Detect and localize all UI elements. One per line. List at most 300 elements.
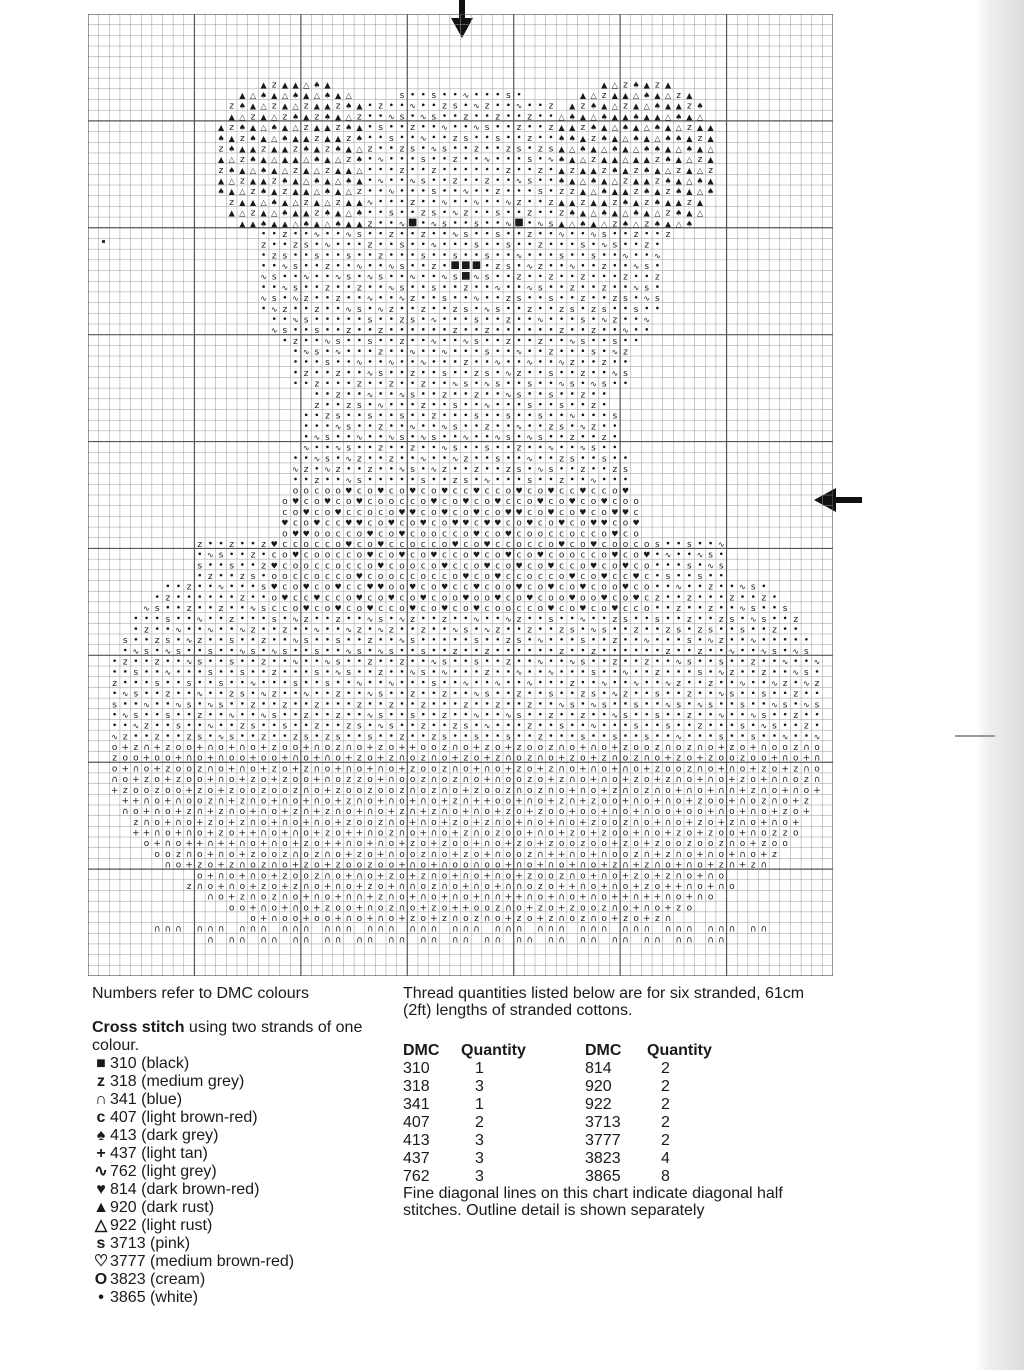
svg-text:♠: ♠ [270, 123, 278, 133]
svg-text:+: + [121, 796, 130, 807]
svg-text:z: z [665, 187, 671, 198]
svg-text:s: s [633, 700, 639, 711]
svg-text:c: c [388, 539, 394, 550]
svg-text:z: z [442, 839, 447, 850]
svg-text:▲: ▲ [313, 197, 320, 207]
svg-text:▲: ▲ [558, 123, 565, 133]
svg-text:▲: ▲ [664, 80, 672, 90]
svg-text:△: △ [686, 155, 693, 165]
svg-text:♥: ♥ [398, 529, 406, 539]
svg-text:z: z [431, 262, 437, 273]
svg-text:+: + [579, 764, 587, 775]
svg-text:∿: ∿ [419, 433, 427, 443]
svg-text:+: + [472, 817, 481, 828]
svg-text:∿: ∿ [387, 262, 395, 272]
svg-text:+: + [366, 743, 374, 754]
svg-text:▲: ▲ [335, 187, 342, 197]
svg-text:∩: ∩ [622, 935, 629, 946]
svg-text:♥: ♥ [377, 539, 385, 549]
svg-text:▲: ▲ [228, 187, 235, 197]
svg-text:▲: ▲ [601, 80, 608, 90]
svg-text:♥: ♥ [409, 604, 417, 614]
svg-text:o: o [239, 753, 246, 764]
svg-text:s: s [346, 272, 352, 283]
svg-text:o: o [292, 561, 299, 572]
svg-text:z: z [367, 144, 373, 155]
svg-text:∿: ∿ [675, 732, 683, 742]
svg-text:z: z [357, 379, 362, 390]
svg-text:z: z [655, 593, 660, 604]
svg-text:z: z [612, 315, 618, 326]
svg-text:o: o [335, 849, 341, 860]
svg-text:z: z [154, 732, 160, 743]
svg-text:+: + [515, 817, 523, 828]
legend-item-label: 762 (light grey) [110, 1163, 217, 1180]
svg-text:c: c [516, 572, 522, 583]
svg-text:∩: ∩ [239, 924, 246, 935]
svg-text:o: o [569, 604, 576, 615]
svg-text:z: z [506, 144, 511, 155]
svg-text:z: z [548, 197, 554, 208]
svg-text:o: o [537, 871, 544, 882]
svg-text:△: △ [696, 208, 704, 218]
svg-text:c: c [367, 518, 373, 529]
svg-text:z: z [325, 283, 330, 294]
svg-text:∩: ∩ [388, 849, 395, 860]
svg-text:+: + [642, 892, 651, 903]
svg-text:o: o [516, 828, 522, 839]
svg-text:s: s [506, 240, 511, 251]
svg-text:♠: ♠ [611, 144, 619, 154]
svg-text:z: z [697, 796, 703, 807]
svg-text:o: o [367, 561, 373, 572]
svg-text:s: s [357, 304, 362, 315]
svg-text:o: o [314, 881, 320, 892]
svg-text:s: s [463, 304, 469, 315]
svg-text:♠: ♠ [632, 133, 640, 143]
svg-text:▲: ▲ [324, 123, 331, 133]
svg-text:∿: ∿ [387, 283, 395, 293]
svg-text:z: z [293, 785, 298, 796]
svg-text:+: + [611, 743, 619, 754]
svg-text:∩: ∩ [579, 860, 587, 871]
svg-text:s: s [367, 336, 373, 347]
svg-text:+: + [408, 796, 417, 807]
svg-text:+: + [642, 914, 651, 925]
svg-text:o: o [537, 775, 544, 786]
svg-text:c: c [420, 486, 426, 497]
svg-text:z: z [506, 336, 511, 347]
svg-text:z: z [548, 272, 554, 283]
svg-text:s: s [740, 721, 745, 732]
svg-text:s: s [229, 657, 235, 668]
svg-text:z: z [697, 625, 703, 636]
svg-text:△: △ [292, 197, 299, 207]
svg-text:o: o [271, 785, 278, 796]
svg-text:∿: ∿ [430, 465, 438, 475]
svg-text:s: s [750, 582, 756, 593]
svg-text:♥: ♥ [632, 572, 640, 582]
svg-text:+: + [281, 828, 289, 839]
svg-text:o: o [165, 785, 171, 796]
svg-text:∿: ∿ [398, 294, 406, 304]
svg-text:♥: ♥ [462, 572, 470, 582]
svg-text:∩: ∩ [771, 796, 778, 807]
svg-text:+: + [302, 892, 310, 903]
svg-text:o: o [463, 860, 469, 871]
svg-text:z: z [516, 839, 522, 850]
svg-text:∿: ∿ [526, 262, 534, 272]
svg-text:∩: ∩ [196, 807, 204, 818]
svg-text:s: s [761, 689, 767, 700]
svg-text:+: + [781, 785, 789, 796]
svg-text:+: + [462, 903, 470, 914]
svg-text:∩: ∩ [239, 764, 246, 775]
svg-text:z: z [793, 764, 799, 775]
svg-text:∿: ∿ [387, 187, 395, 197]
svg-text:z: z [612, 614, 618, 625]
svg-text:z: z [367, 657, 373, 668]
svg-text:♥: ♥ [600, 497, 608, 507]
svg-text:z: z [516, 689, 522, 700]
svg-text:c: c [591, 529, 597, 540]
svg-text:∿: ∿ [717, 710, 725, 720]
svg-text:c: c [516, 529, 522, 540]
svg-text:∿: ∿ [483, 625, 491, 635]
svg-text:+: + [132, 775, 140, 786]
svg-text:z: z [271, 743, 277, 754]
svg-text:o: o [537, 743, 544, 754]
svg-text:∩: ∩ [632, 796, 640, 807]
svg-text:♠: ♠ [260, 219, 268, 229]
svg-text:s: s [335, 336, 341, 347]
svg-text:∩: ∩ [270, 914, 278, 925]
svg-text:o: o [335, 775, 341, 786]
svg-text:∿: ∿ [409, 668, 416, 678]
svg-text:z: z [527, 700, 533, 711]
svg-text:o: o [654, 807, 661, 818]
svg-text:z: z [261, 732, 266, 743]
svg-text:♠: ♠ [653, 197, 661, 207]
svg-text:+: + [238, 871, 247, 882]
svg-text:o: o [165, 828, 171, 839]
svg-text:+: + [291, 839, 300, 850]
svg-text:o: o [314, 860, 320, 871]
svg-text:z: z [537, 144, 543, 155]
svg-text:o: o [580, 903, 586, 914]
svg-text:c: c [271, 550, 277, 561]
svg-text:z: z [229, 689, 235, 700]
svg-text:z: z [388, 700, 394, 711]
svg-text:z: z [420, 400, 426, 411]
svg-text:z: z [580, 465, 586, 476]
svg-text:+: + [802, 807, 811, 818]
svg-text:z: z [367, 881, 373, 892]
svg-text:z: z [591, 400, 596, 411]
svg-text:▲: ▲ [271, 219, 278, 229]
svg-text:♠: ♠ [281, 208, 289, 218]
svg-text:c: c [324, 518, 330, 529]
legend-item-label: 318 (medium grey) [110, 1073, 245, 1090]
svg-text:♥: ♥ [472, 582, 481, 592]
svg-text:z: z [314, 379, 320, 390]
svg-text:∿: ∿ [409, 422, 416, 432]
svg-text:▲: ▲ [643, 112, 650, 122]
svg-text:z: z [580, 914, 586, 925]
svg-text:+: + [259, 743, 268, 754]
svg-text:+: + [653, 849, 662, 860]
svg-text:♥: ♥ [462, 593, 470, 603]
svg-text:s: s [474, 315, 479, 326]
svg-text:z: z [293, 881, 298, 892]
svg-text:s: s [197, 732, 203, 743]
svg-text:∿: ∿ [196, 614, 204, 624]
svg-text:s: s [686, 657, 692, 668]
svg-text:♥: ♥ [621, 561, 630, 571]
svg-text:∩: ∩ [153, 828, 161, 839]
svg-text:∿: ∿ [324, 657, 331, 667]
svg-text:z: z [239, 721, 245, 732]
svg-text:∿: ∿ [270, 646, 278, 656]
svg-text:z: z [335, 101, 341, 112]
svg-text:z: z [676, 91, 682, 102]
svg-text:o: o [303, 775, 309, 786]
svg-text:z: z [197, 636, 203, 647]
svg-text:∿: ∿ [175, 625, 182, 635]
thread-cell-q1: 1 [475, 1059, 484, 1077]
svg-text:z: z [655, 743, 660, 754]
svg-text:o: o [282, 572, 288, 583]
svg-text:♥: ♥ [334, 507, 342, 517]
svg-text:∩: ∩ [366, 828, 374, 839]
svg-text:∩: ∩ [143, 817, 150, 828]
svg-text:♠: ♠ [685, 144, 693, 154]
svg-text:∿: ∿ [441, 347, 448, 357]
svg-text:♥: ♥ [440, 561, 449, 571]
svg-text:z: z [569, 903, 575, 914]
svg-text:∿: ∿ [249, 604, 257, 614]
svg-text:z: z [548, 123, 554, 134]
svg-text:o: o [377, 785, 384, 796]
svg-text:z: z [335, 689, 341, 700]
svg-text:♥: ♥ [377, 486, 385, 496]
svg-text:z: z [495, 753, 501, 764]
svg-text:∿: ∿ [739, 582, 746, 592]
svg-text:∩: ∩ [505, 881, 512, 892]
svg-text:o: o [590, 593, 597, 604]
svg-text:♠: ♠ [589, 176, 598, 186]
svg-text:o: o [590, 839, 597, 850]
svg-text:+: + [440, 796, 449, 807]
svg-text:z: z [378, 101, 384, 112]
svg-text:s: s [420, 668, 426, 679]
svg-text:▲: ▲ [696, 123, 704, 133]
svg-text:s: s [378, 710, 384, 721]
svg-text:o: o [569, 550, 576, 561]
svg-text:s: s [506, 732, 511, 743]
svg-text:o: o [324, 604, 331, 615]
wave-icon: ∿ [94, 1163, 108, 1180]
svg-text:z: z [250, 208, 256, 219]
svg-text:∿: ∿ [473, 272, 480, 282]
svg-text:∩: ∩ [696, 743, 704, 754]
svg-text:c: c [516, 550, 522, 561]
svg-text:s: s [410, 390, 415, 401]
svg-text:z: z [804, 775, 809, 786]
svg-text:c: c [356, 507, 362, 518]
svg-text:s: s [474, 219, 479, 230]
svg-text:o: o [196, 828, 203, 839]
svg-text:c: c [356, 539, 362, 550]
svg-text:♠: ♠ [643, 165, 651, 175]
svg-text:+: + [696, 849, 704, 860]
svg-text:∿: ∿ [175, 700, 182, 710]
svg-text:∩: ∩ [260, 935, 267, 946]
svg-text:♠: ♠ [228, 144, 236, 154]
svg-text:o: o [441, 518, 448, 529]
svg-text:▲: ▲ [313, 219, 320, 229]
svg-text:∩: ∩ [228, 807, 235, 818]
svg-text:z: z [804, 721, 809, 732]
svg-text:+: + [642, 764, 651, 775]
svg-text:♠: ♠ [355, 155, 363, 165]
svg-text:z: z [495, 828, 501, 839]
svg-text:o: o [452, 881, 458, 892]
svg-text:▲: ▲ [686, 133, 693, 143]
svg-text:∩: ∩ [654, 860, 661, 871]
svg-text:∩: ∩ [579, 935, 587, 946]
svg-text:z: z [537, 881, 543, 892]
svg-text:+: + [579, 892, 587, 903]
svg-text:+: + [674, 807, 683, 818]
svg-text:o: o [686, 871, 693, 882]
svg-text:c: c [505, 572, 511, 583]
svg-text:o: o [175, 839, 182, 850]
svg-text:+: + [185, 860, 193, 871]
svg-text:o: o [420, 881, 427, 892]
svg-text:z: z [612, 294, 618, 305]
svg-text:▲: ▲ [303, 91, 310, 101]
svg-text:s: s [516, 144, 522, 155]
svg-text:▲: ▲ [579, 165, 586, 175]
svg-text:∩: ∩ [292, 903, 299, 914]
svg-text:o: o [271, 572, 278, 583]
svg-text:z: z [399, 336, 405, 347]
svg-text:o: o [537, 507, 544, 518]
svg-text:z: z [357, 283, 362, 294]
svg-text:o: o [548, 753, 554, 764]
svg-text:c: c [505, 518, 511, 529]
svg-text:z: z [591, 133, 596, 144]
svg-text:∩: ∩ [611, 881, 619, 892]
svg-text:z: z [782, 678, 788, 689]
svg-text:c: c [282, 507, 288, 518]
svg-text:♥: ♥ [387, 593, 395, 603]
svg-text:c: c [601, 539, 607, 550]
svg-text:♠: ♠ [355, 133, 363, 143]
svg-text:z: z [282, 229, 288, 240]
svg-text:♥: ♥ [621, 507, 630, 517]
svg-text:∩: ∩ [568, 775, 576, 786]
svg-text:o: o [494, 839, 501, 850]
svg-text:∩: ∩ [217, 924, 225, 935]
svg-text:s: s [718, 561, 724, 572]
svg-text:o: o [314, 839, 320, 850]
svg-text:♥: ♥ [323, 497, 332, 507]
svg-text:△: △ [292, 219, 299, 229]
header-quantity-2: Quantity [647, 1041, 712, 1059]
svg-text:z: z [197, 860, 203, 871]
svg-text:♠: ♠ [611, 165, 619, 175]
svg-text:z: z [154, 785, 160, 796]
svg-text:+: + [600, 860, 608, 871]
svg-text:∿: ∿ [121, 689, 129, 699]
svg-text:▲: ▲ [569, 155, 576, 165]
svg-text:♥: ♥ [472, 486, 481, 496]
svg-text:o: o [388, 785, 395, 796]
svg-text:♥: ♥ [430, 497, 438, 507]
svg-text:z: z [718, 614, 724, 625]
svg-text:∿: ∿ [643, 315, 651, 325]
svg-text:z: z [548, 914, 554, 925]
svg-text:c: c [473, 497, 479, 508]
svg-text:∩: ∩ [515, 860, 523, 871]
svg-text:z: z [335, 785, 341, 796]
svg-text:∩: ∩ [547, 935, 555, 946]
svg-text:s: s [644, 732, 650, 743]
svg-text:+: + [493, 881, 502, 892]
svg-text:z: z [303, 294, 309, 305]
svg-text:∿: ∿ [643, 636, 651, 646]
svg-text:∩: ∩ [707, 849, 714, 860]
svg-text:z: z [506, 165, 511, 176]
svg-text:o: o [377, 903, 384, 914]
svg-text:♥: ♥ [494, 497, 502, 507]
svg-text:z: z [655, 155, 660, 166]
svg-text:+: + [376, 796, 385, 807]
dot-icon: • [98, 1289, 104, 1306]
svg-text:+: + [451, 903, 459, 914]
svg-text:z: z [463, 454, 469, 465]
svg-text:o: o [399, 892, 405, 903]
svg-text:c: c [346, 529, 352, 540]
svg-text:s: s [516, 636, 522, 647]
svg-text:∿: ∿ [430, 315, 438, 325]
svg-text:∩: ∩ [728, 860, 736, 871]
svg-text:s: s [655, 689, 660, 700]
svg-text:∿: ∿ [345, 304, 353, 314]
svg-text:z: z [686, 593, 692, 604]
svg-text:∿: ∿ [483, 304, 491, 314]
svg-text:+: + [376, 849, 385, 860]
svg-text:s: s [314, 646, 320, 657]
svg-text:o: o [654, 828, 661, 839]
svg-text:z: z [452, 475, 458, 486]
svg-text:▲: ▲ [622, 165, 629, 175]
svg-text:z: z [537, 732, 543, 743]
svg-text:o: o [526, 497, 533, 508]
svg-text:o: o [707, 817, 714, 828]
svg-text:♥: ♥ [579, 582, 587, 592]
svg-text:s: s [655, 614, 660, 625]
svg-text:∩: ∩ [537, 924, 544, 935]
svg-text:♥: ♥ [600, 593, 608, 603]
svg-text:+: + [206, 871, 215, 882]
legend-item-label: 437 (light tan) [110, 1145, 208, 1162]
svg-text:∿: ∿ [451, 454, 459, 464]
svg-text:▲: ▲ [664, 101, 672, 111]
svg-text:s: s [133, 668, 139, 679]
